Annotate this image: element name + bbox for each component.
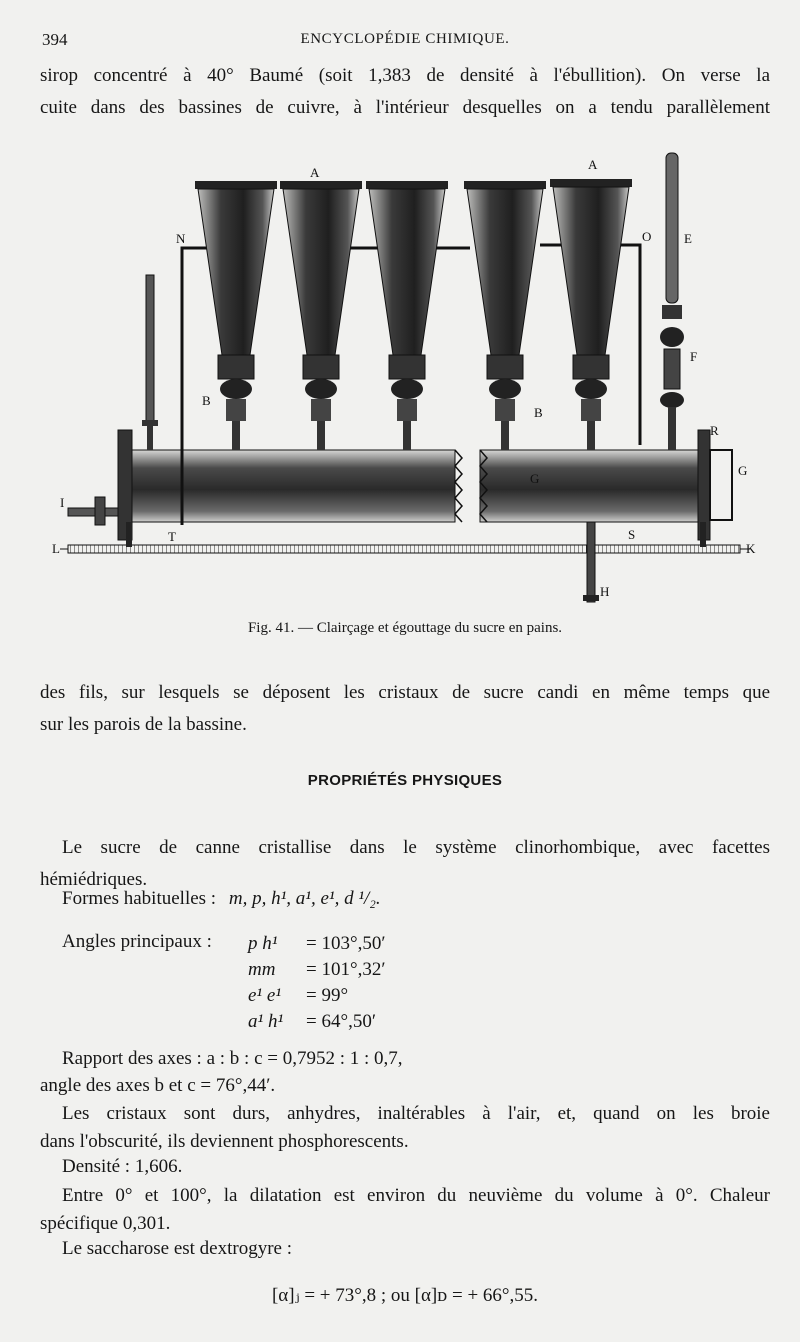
cristals-line-1: Les cristaux sont durs, anhydres, inaltérables à l'air, et, quand on les broie: [62, 1103, 770, 1124]
label-g-center: G: [530, 471, 540, 486]
running-title: ENCYCLOPÉDIE CHIMIQUE.: [300, 31, 510, 47]
label-i: I: [60, 495, 65, 510]
cone-2: [280, 181, 362, 450]
figure-caption: Fig. 41. — Clairçage et égouttage du sucre en pains.: [247, 620, 563, 636]
apparatus-figure: [50, 145, 760, 615]
label-b2: B: [534, 405, 543, 420]
density-line: Densité : 1,606.: [62, 1156, 183, 1177]
dilatation-line-1: Entre 0° et 100°, la dilatation est environ du neuvième du volume à 0°. Chaleur: [62, 1185, 770, 1206]
angles-label: Angles principaux :: [62, 931, 212, 952]
rotation-formula: [α]ⱼ = + 73°,8 ; ou [α]ᴅ = + 66°,55.: [271, 1285, 539, 1306]
angle-row: a¹ h¹ = 64°,50′: [248, 1011, 376, 1032]
angles-table: [248, 931, 448, 1035]
label-k: K: [746, 541, 756, 556]
dextro-line: Le saccharose est dextrogyre :: [62, 1238, 293, 1259]
cone-3: [366, 181, 448, 450]
label-g-right: G: [738, 463, 748, 478]
cristals-paragraph: [40, 1100, 770, 1156]
after-figure-paragraph: [40, 677, 770, 741]
crystal-line-1: Le sucre de canne cristallise dans le système clinorhombique, avec facettes: [62, 837, 770, 858]
label-o: O: [642, 229, 652, 244]
label-t: T: [168, 529, 176, 544]
intro-line-1: sirop concentré à 40° Baumé (soit 1,383 de densité à l'ébullition). On verse la: [40, 65, 770, 86]
intro-line-2: cuite dans des bassines de cuivre, à l'intérieur desquelles on a tendu parallèlement: [40, 97, 770, 118]
label-f: F: [690, 349, 698, 364]
dilatation-line-2: spécifique 0,301.: [40, 1213, 171, 1234]
thermometer-left: [142, 275, 158, 450]
base-board: [60, 545, 750, 553]
crystal-paragraph: [40, 832, 770, 896]
angle-row: p h¹ = 103°,50′: [248, 933, 386, 954]
dilatation-paragraph: [40, 1182, 770, 1238]
label-s: S: [628, 527, 636, 542]
page-number: 394: [42, 30, 68, 49]
crystal-line-2: hémiédriques.: [40, 869, 148, 890]
cone-5: [550, 179, 632, 450]
tap-i: [68, 497, 118, 525]
after-figure-line-1: des fils, sur lesquels se déposent les cristaux de sucre candi en même temps que: [40, 682, 770, 703]
axes-ratio: Rapport des axes : a : b : c = 0,7952 : 1 : 0,7,: [62, 1048, 403, 1069]
label-h: H: [600, 584, 610, 599]
page-header: [40, 30, 770, 56]
label-a2: A: [588, 157, 598, 172]
cylinder-right: [480, 430, 732, 540]
angle-row: e¹ e¹ = 99°: [248, 985, 349, 1006]
thermometer-right: [660, 153, 684, 450]
section-title: PROPRIÉTÉS PHYSIQUES: [307, 772, 503, 789]
cone-1: [195, 181, 277, 450]
forms-line: [62, 888, 381, 910]
cristals-line-2: dans l'obscurité, ils deviennent phosphorescents.: [40, 1131, 409, 1152]
intro-paragraph: [40, 60, 770, 124]
label-n: N: [176, 231, 186, 246]
after-figure-line-2: sur les parois de la bassine.: [40, 714, 247, 735]
label-l: L: [52, 541, 60, 556]
forms-label: Formes habituelles :: [62, 888, 217, 909]
label-b1: B: [202, 393, 211, 408]
label-a1: A: [310, 165, 320, 180]
angle-row: mm = 101°,32′: [248, 959, 386, 980]
label-r: R: [710, 423, 719, 438]
axes-angle: angle des axes b et c = 76°,44′.: [40, 1075, 276, 1096]
forms-value: m, p, h¹, a¹, e¹, d ¹/₂.: [228, 888, 381, 909]
label-e: E: [684, 231, 692, 246]
